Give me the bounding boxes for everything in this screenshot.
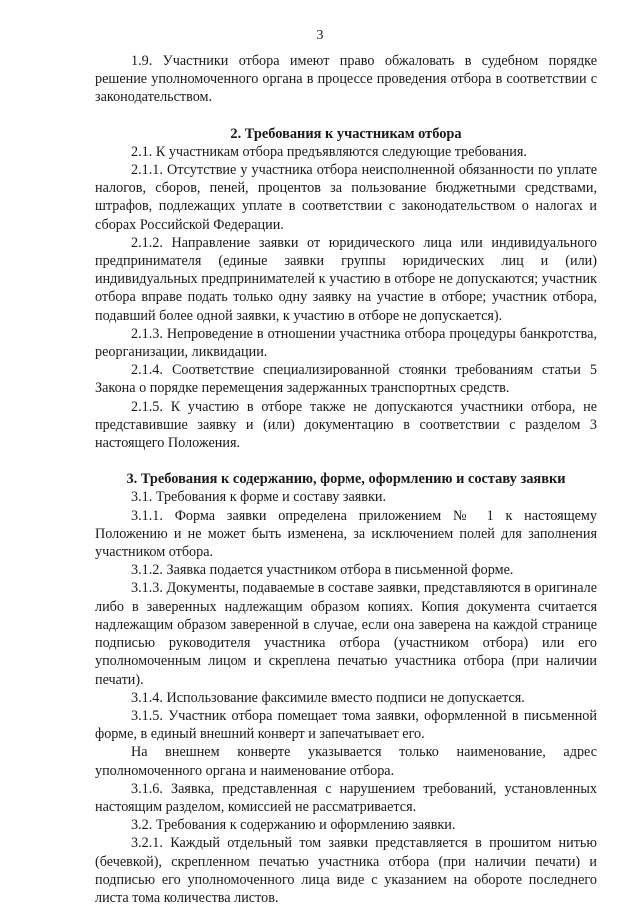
paragraph-3-1-2: 3.1.2. Заявка подается участником отбора в письменной форме.: [131, 562, 514, 579]
document-body: [95, 52, 597, 907]
paragraph-envelope: На внешнем конверте указывается только наименование, адрес уполномоченного органа и наименование отбора.: [95, 744, 597, 779]
paragraph-3-2-1: 3.2.1. Каждый отдельный том заявки представляется в прошитом нитью (бечевкой), скрепленном печатью участника отбора (при наличии печати) и подписью его уполномоченного лица виде с указанием на обороте последнего листа тома количества листов.: [95, 835, 597, 906]
paragraph-2-1: 2.1. К участникам отбора предъявляются следующие требования.: [131, 143, 527, 160]
section-3-title: 3. Требования к содержанию, форме, оформлению и составу заявки: [126, 471, 566, 488]
paragraph-2-1-1: 2.1.1. Отсутствие у участника отбора неисполненной обязанности по уплате налогов, сборов, пеней, процентов за пользование бюджетными средствами, штрафов, подлежащих уплате в соответствии с законодательством о налогах и сборах Российской Федерации.: [95, 162, 597, 233]
paragraph-1-9: 1.9. Участники отбора имеют право обжаловать в судебном порядке решение уполномоченного органа в процессе проведения отбора в соответствии с законодательством.: [95, 53, 597, 106]
page-number: 3: [316, 28, 324, 43]
paragraph-3-1-3: 3.1.3. Документы, подаваемые в составе заявки, представляются в оригинале либо в заверенных надлежащим образом копиях. Копия документа считается надлежащим образом заверенной в случае, если она заверена на каждой странице подписью руководителя участника отбора (участником отбора) или его уполномоченным лицом и скреплена печатью участника отбора (при наличии печати).: [95, 580, 597, 688]
paragraph-2-1-3: 2.1.3. Непроведение в отношении участника отбора процедуры банкротства, реорганизации, ликвидации.: [95, 325, 597, 361]
paragraph-3-1-1: 3.1.1. Форма заявки определена приложением № 1 к настоящему Положению и не может быть изменена, за исключением полей для заполнения участником отбора.: [95, 507, 597, 561]
paragraph-3-2: 3.2. Требования к содержанию и оформлению заявки.: [131, 817, 456, 834]
paragraph-3-1: 3.1. Требования к форме и составу заявки.: [131, 489, 387, 506]
section-2-title: 2. Требования к участникам отбора: [230, 125, 462, 142]
paragraph-3-1-4: 3.1.4. Использование факсимиле вместо подписи не допускается.: [131, 689, 525, 706]
paragraph-3-1-5: 3.1.5. Участник отбора помещает тома заявки, оформленной в письменной форме, в единый внешний конверт и запечатывает его.: [95, 707, 597, 743]
paragraph-2-1-5: 2.1.5. К участию в отборе также не допускаются участники отбора, не представившие заявку и (или) документацию в соответствии с разделом 3 настоящего Положения.: [95, 398, 597, 452]
paragraph-3-1-6: 3.1.6. Заявка, представленная с нарушением требований, установленных настоящим разделом, комиссией не рассматривается.: [95, 780, 597, 815]
paragraph-2-1-4: 2.1.4. Соответствие специализированной стоянки требованиям статьи 5 Закона о порядке перемещения задержанных транспортных средств.: [95, 362, 597, 397]
paragraph-2-1-2: 2.1.2. Направление заявки от юридического лица или индивидуального предпринимателя (единые заявки группы юридических лиц и (или) индивидуальных предпринимателей к участию в отборе не допускаются; участник отбора вправе подать только одну заявку на участие в отборе; участник отбора, подавший более одной заявки, к участию в отборе не допускается).: [95, 234, 597, 324]
